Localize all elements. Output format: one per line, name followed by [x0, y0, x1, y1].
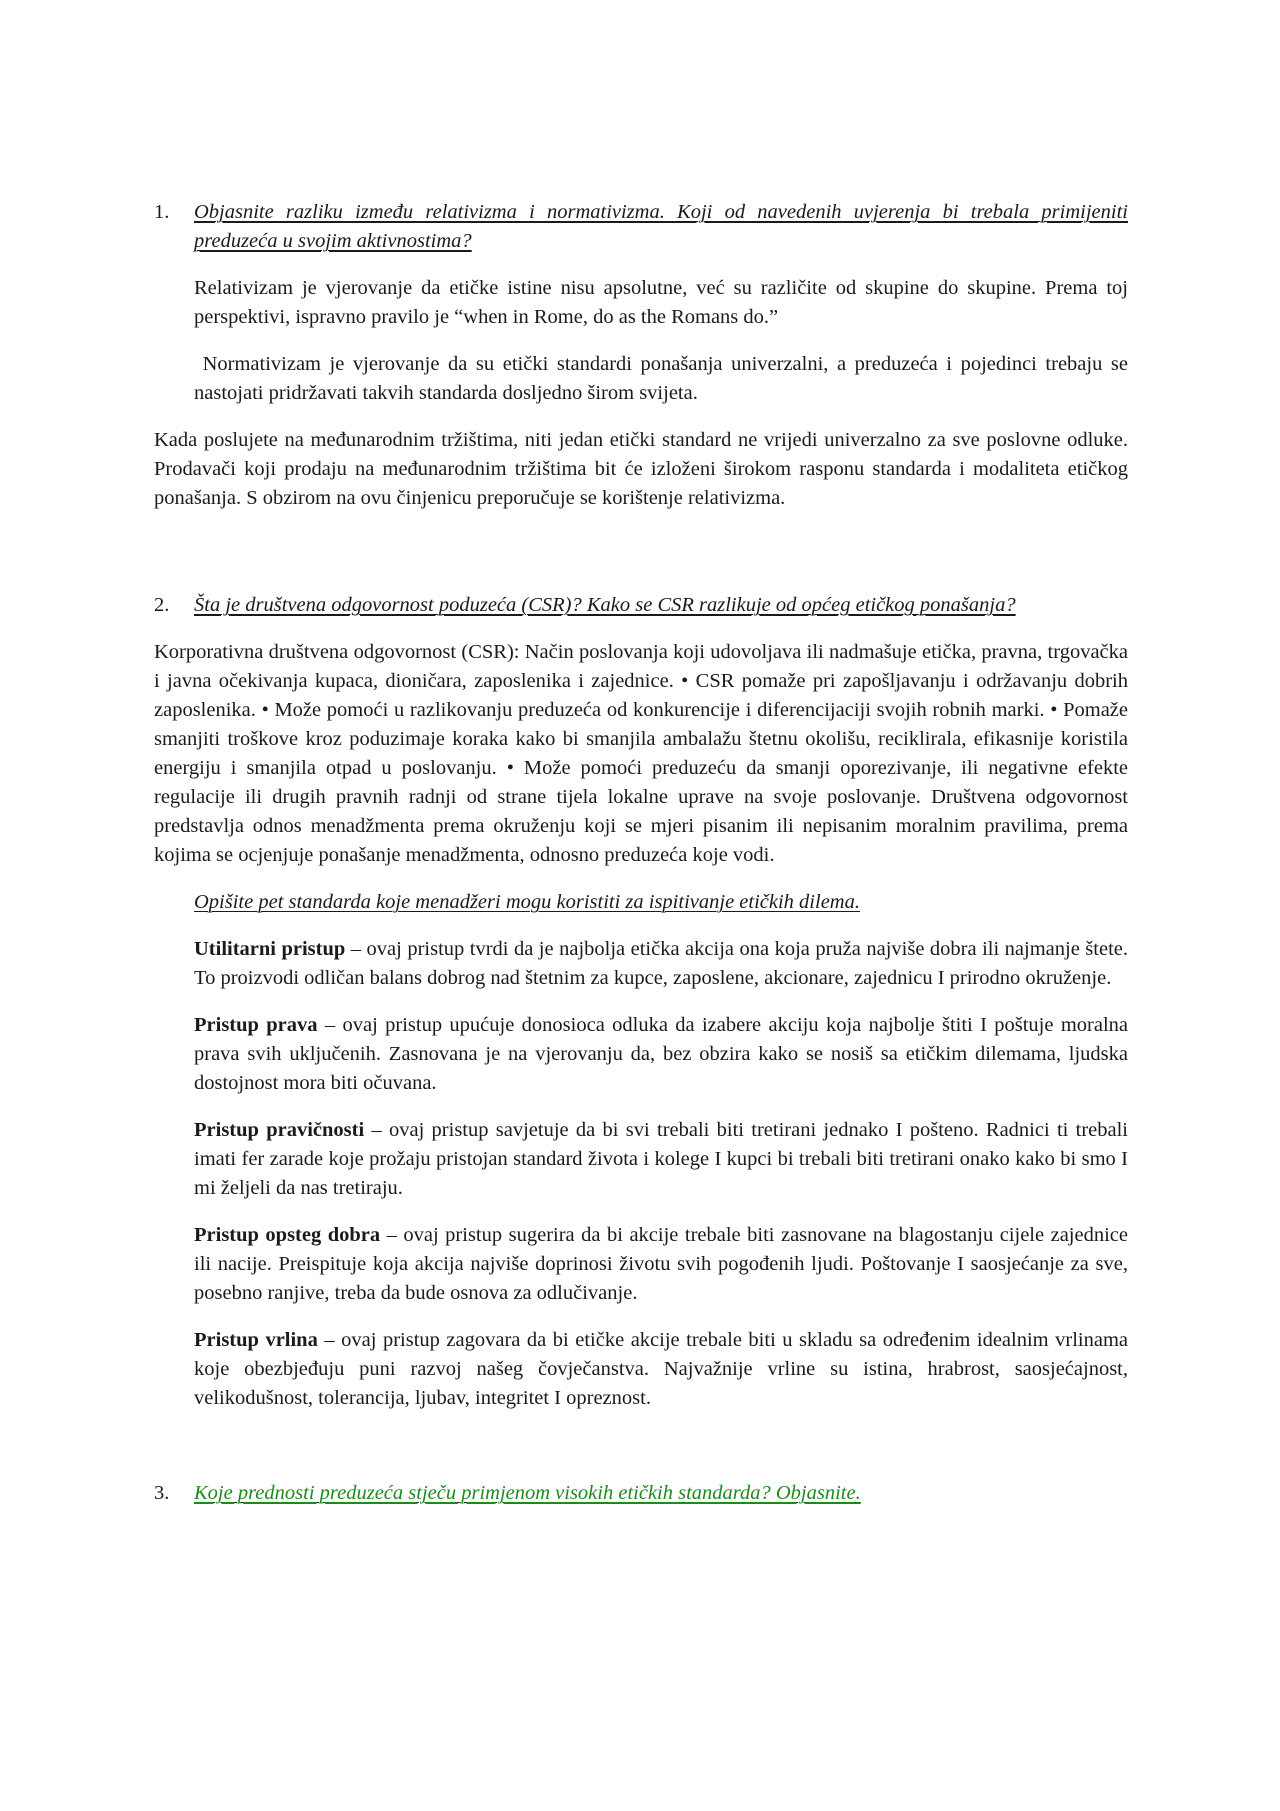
standard-text: – ovaj pristup tvrdi da je najbolja etička akcija ona koja pruža najviše dobra ili najmanje štete. To proizvodi odličan balans dobrog nad štetnim za kupce, zaposlene, akcionare, zajednicu I prirodno okruženje.: [194, 938, 1128, 989]
standard-text: – ovaj pristup sugerira da bi akcije trebale biti zasnovane na blagostanju cijele zajednice ili nacije. Preispituje koja akcija najviše doprinosi životu svih pogođenih ljudi. Poštovanje I saosjećanje za sve, posebno ranjive, treba da bude osnova za odlučivanje.: [194, 1224, 1128, 1304]
document-body: [154, 198, 1134, 1508]
q1-normativism-paragraph: Normativizam je vjerovanje da su etički standardi ponašanja univerzalni, a preduzeća i pojedinci trebaju se nastojati pridržavati takvih standarda dosljedno širom svijeta.: [194, 353, 1134, 404]
question-2-number: 2.: [154, 594, 170, 616]
question-1-text: Objasnite razliku između relativizma i normativizma. Koji od navedenih uvjerenja bi trebala primijeniti preduzeća u svojim aktivnostima?: [194, 201, 1128, 252]
standard-text: – ovaj pristup zagovara da bi etičke akcije trebale biti u skladu sa određenim idealnim vrlinama koje obezbjeđuju puni razvoj našeg čovječanstva. Najvažnije vrline su istina, hrabrost, saosjećajnost, velikodušnost, tolerancija, ljubav, integritet I opreznost.: [194, 1329, 1128, 1409]
q2-csr-paragraph: Korporativna društvena odgovornost (CSR): Način poslovanja koji udovoljava ili nadmašuje etička, pravna, trgovačka i javna očekivanja kupaca, dioničara, zaposlenika i zajednice. • CSR pomaže pri zapošljavanju i održavanju dobrih zaposlenika. • Može pomoći u razlikovanju preduzeća od konkurencije i diferencijaciji svojih robnih marki. • Pomaže smanjiti troškove kroz poduzimaje koraka kako bi smanjila ambalažu štetnu okolišu, reciklirala, efikasnije koristila energiju i smanjila otpad u poslovanju. • Može pomoći preduzeću da smanji oporezivanje, ili negativne efekte regulacije ili drugih pravnih radnji od strane tijela lokalne uprave na svoje poslovanje. Društvena odgovornost predstavlja odnos menadžmenta prema okruženju koji se mjeri pisanim ili nepisanim moralnim pravilima, prema kojima se ocjenjuje ponašanje menadžmenta, odnosno preduzeća koje vodi.: [154, 641, 1128, 866]
question-3: [154, 1479, 1128, 1508]
standard-common-good: [154, 1221, 1128, 1308]
question-1: [154, 198, 1128, 256]
standard-virtue: [154, 1326, 1128, 1413]
standard-utilitarian: [154, 935, 1128, 993]
question-3-text: Koje prednosti preduzeća stječu primjenom visokih etičkih standarda? Objasnite.: [194, 1482, 861, 1504]
question-3-number: 3.: [154, 1482, 170, 1504]
question-1-number: 1.: [154, 201, 170, 223]
standard-title: Pristup opsteg dobra: [194, 1224, 381, 1246]
q1-relativism-paragraph: Relativizam je vjerovanje da etičke istine nisu apsolutne, već su različite od skupine do skupine. Prema toj perspektivi, ispravno pravilo je “when in Rome, do as the Romans do.”: [194, 277, 1128, 328]
standard-justice: [154, 1116, 1128, 1203]
standard-title: Utilitarni pristup: [194, 938, 346, 960]
standard-rights: [154, 1011, 1128, 1098]
standard-title: Pristup prava: [194, 1014, 318, 1036]
q1-answer-paragraph: Kada poslujete na međunarodnim tržištima, niti jedan etički standard ne vrijedi univerzalno za sve poslovne odluke. Prodavači koji prodaju na međunarodnim tržištima bit će izloženi širokom rasponu standarda i modaliteta etičkog ponašanja. S obzirom na ovu činjenicu preporučuje se korištenje relativizma.: [154, 429, 1128, 509]
standard-title: Pristup vrlina: [194, 1329, 318, 1351]
standard-text: – ovaj pristup savjetuje da bi svi trebali biti tretirani jednako I pošteno. Radnici ti trebali imati fer zarade koje prožaju pristojan standard života i kolege I kupci bi trebali biti tretirani onako kako bi smo I mi željeli da nas tretiraju.: [194, 1119, 1128, 1199]
q2-sub-question: Opišite pet standarda koje menadžeri mogu koristiti za ispitivanje etičkih dilema.: [194, 891, 860, 913]
question-2: [154, 591, 1128, 620]
standard-text: – ovaj pristup upućuje donosioca odluka da izabere akciju koja najbolje štiti I poštuje moralna prava svih uključenih. Zasnovana je na vjerovanju da, bez obzira kako se nosiš sa etičkim dilemama, ljudska dostojnost mora biti očuvana.: [194, 1014, 1128, 1094]
standard-title: Pristup pravičnosti: [194, 1119, 365, 1141]
question-2-text: Šta je društvena odgovornost poduzeća (CSR)? Kako se CSR razlikuje od općeg etičkog ponašanja?: [194, 594, 1016, 616]
